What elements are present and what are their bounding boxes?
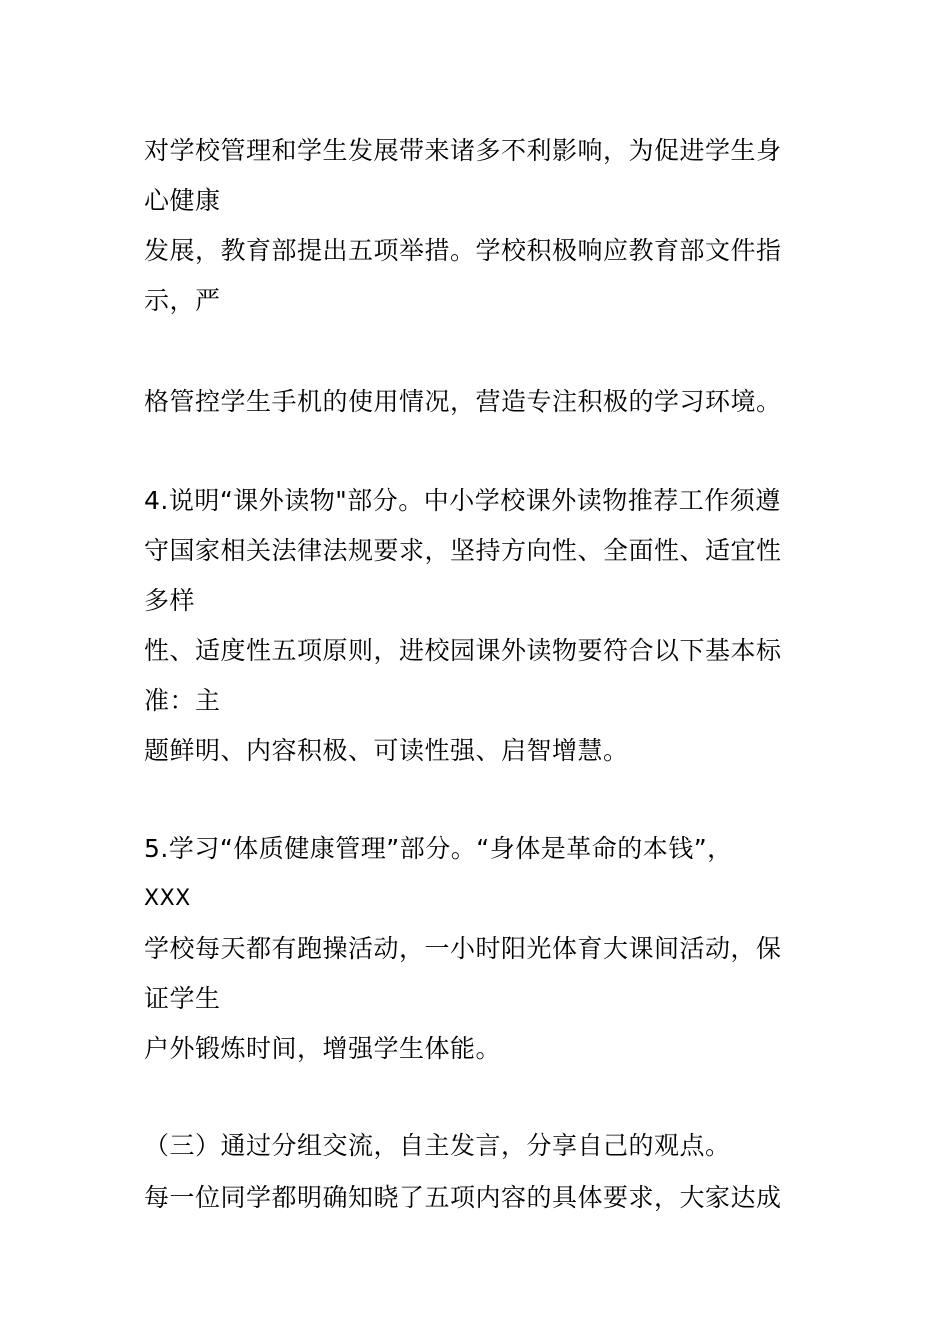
text-line: 5.学习“体质健康管理”部分。“身体是革命的本钱”， — [144, 834, 733, 863]
text-line: 守国家相关法律法规要求，坚持方向性、全面性、适宜性 — [144, 536, 782, 565]
text-line: 示，严 — [144, 286, 221, 315]
text-line: 题鲜明、内容积极、可读性强、启智增慧。 — [144, 736, 629, 765]
text-line: 对学校管理和学生发展带来诸多不利影响，为促进学生身 — [144, 136, 782, 165]
text-line: 证学生 — [144, 984, 221, 1013]
text-line: 每一位同学都明确知晓了五项内容的具体要求，大家达成 — [144, 1183, 782, 1212]
text-line: XXX — [144, 886, 191, 911]
text-line: 4.说明“课外读物"部分。中小学校课外读物推荐工作须遵 — [144, 486, 781, 515]
text-line: 学校每天都有跑操活动，一小时阳光体育大课间活动，保 — [144, 934, 782, 963]
text-line: 格管控学生手机的使用情况，营造专注积极的学习环境。 — [144, 387, 782, 416]
text-line: （三）通过分组交流，自主发言，分享自己的观点。 — [144, 1131, 731, 1160]
text-line: 心健康 — [144, 186, 221, 215]
text-line: 性、适度性五项原则，进校园课外读物要符合以下基本标 — [144, 636, 782, 665]
text-line: 准：主 — [144, 686, 221, 715]
text-line: 户外锻炼时间，增强学生体能。 — [144, 1034, 502, 1063]
text-line: 发展，教育部提出五项举措。学校积极响应教育部文件指 — [144, 236, 782, 265]
text-line: 多样 — [144, 586, 196, 615]
